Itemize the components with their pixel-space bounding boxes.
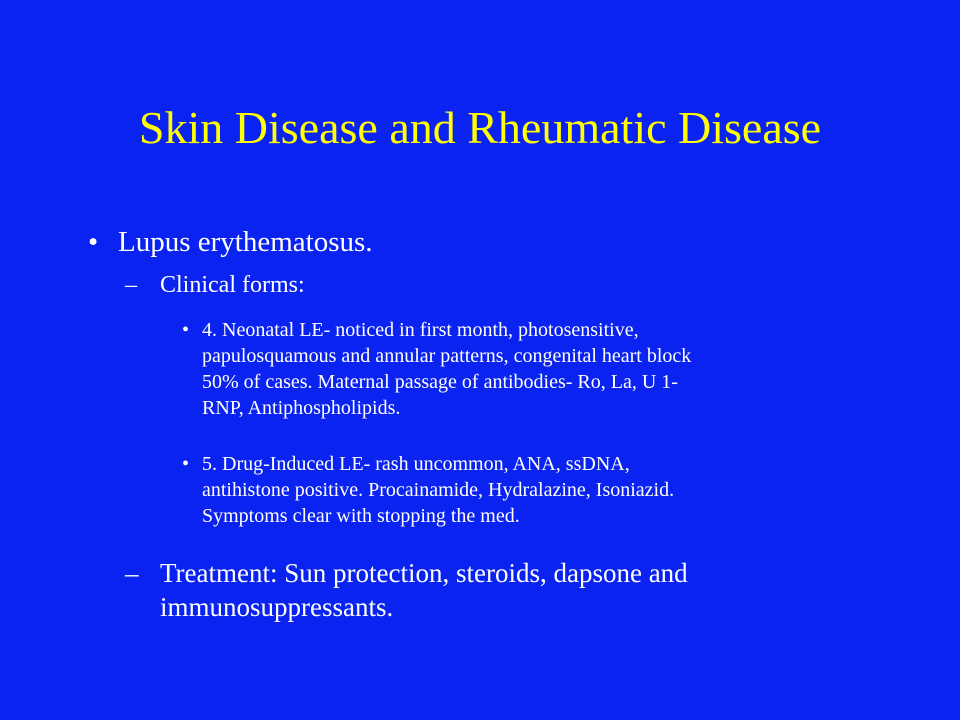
neonatal-line: papulosquamous and annular patterns, congenital heart block	[202, 345, 692, 367]
slide-title: Skin Disease and Rheumatic Disease	[138, 102, 822, 153]
clinical-forms-text: Clinical forms:	[160, 272, 305, 298]
bullet-marker: •	[88, 226, 99, 258]
bullet-marker: •	[182, 319, 190, 341]
treatment-line: immunosuppressants.	[160, 592, 394, 622]
treatment-text	[160, 556, 688, 624]
dash-marker: –	[125, 558, 139, 588]
drug-induced-text	[202, 451, 674, 529]
drug-induced-line: antihistone positive. Procainamide, Hydralazine, Isoniazid.	[202, 479, 675, 501]
drug-induced-line: Symptoms clear with stopping the med.	[202, 505, 520, 527]
neonatal-line: 4. Neonatal LE- noticed in first month, photosensitive,	[202, 319, 639, 341]
dash-marker: –	[125, 272, 137, 298]
bullet-lupus-text: Lupus erythematosus.	[118, 226, 373, 258]
neonatal-line: RNP, Antiphospholipids.	[202, 397, 401, 419]
neonatal-text	[202, 317, 691, 421]
bullet-marker: •	[182, 453, 190, 475]
neonatal-line: 50% of cases. Maternal passage of antibodies- Ro, La, U 1-	[202, 371, 678, 393]
treatment-line: Treatment: Sun protection, steroids, dapsone and	[160, 558, 688, 588]
drug-induced-line: 5. Drug-Induced LE- rash uncommon, ANA, ssDNA,	[202, 453, 630, 475]
